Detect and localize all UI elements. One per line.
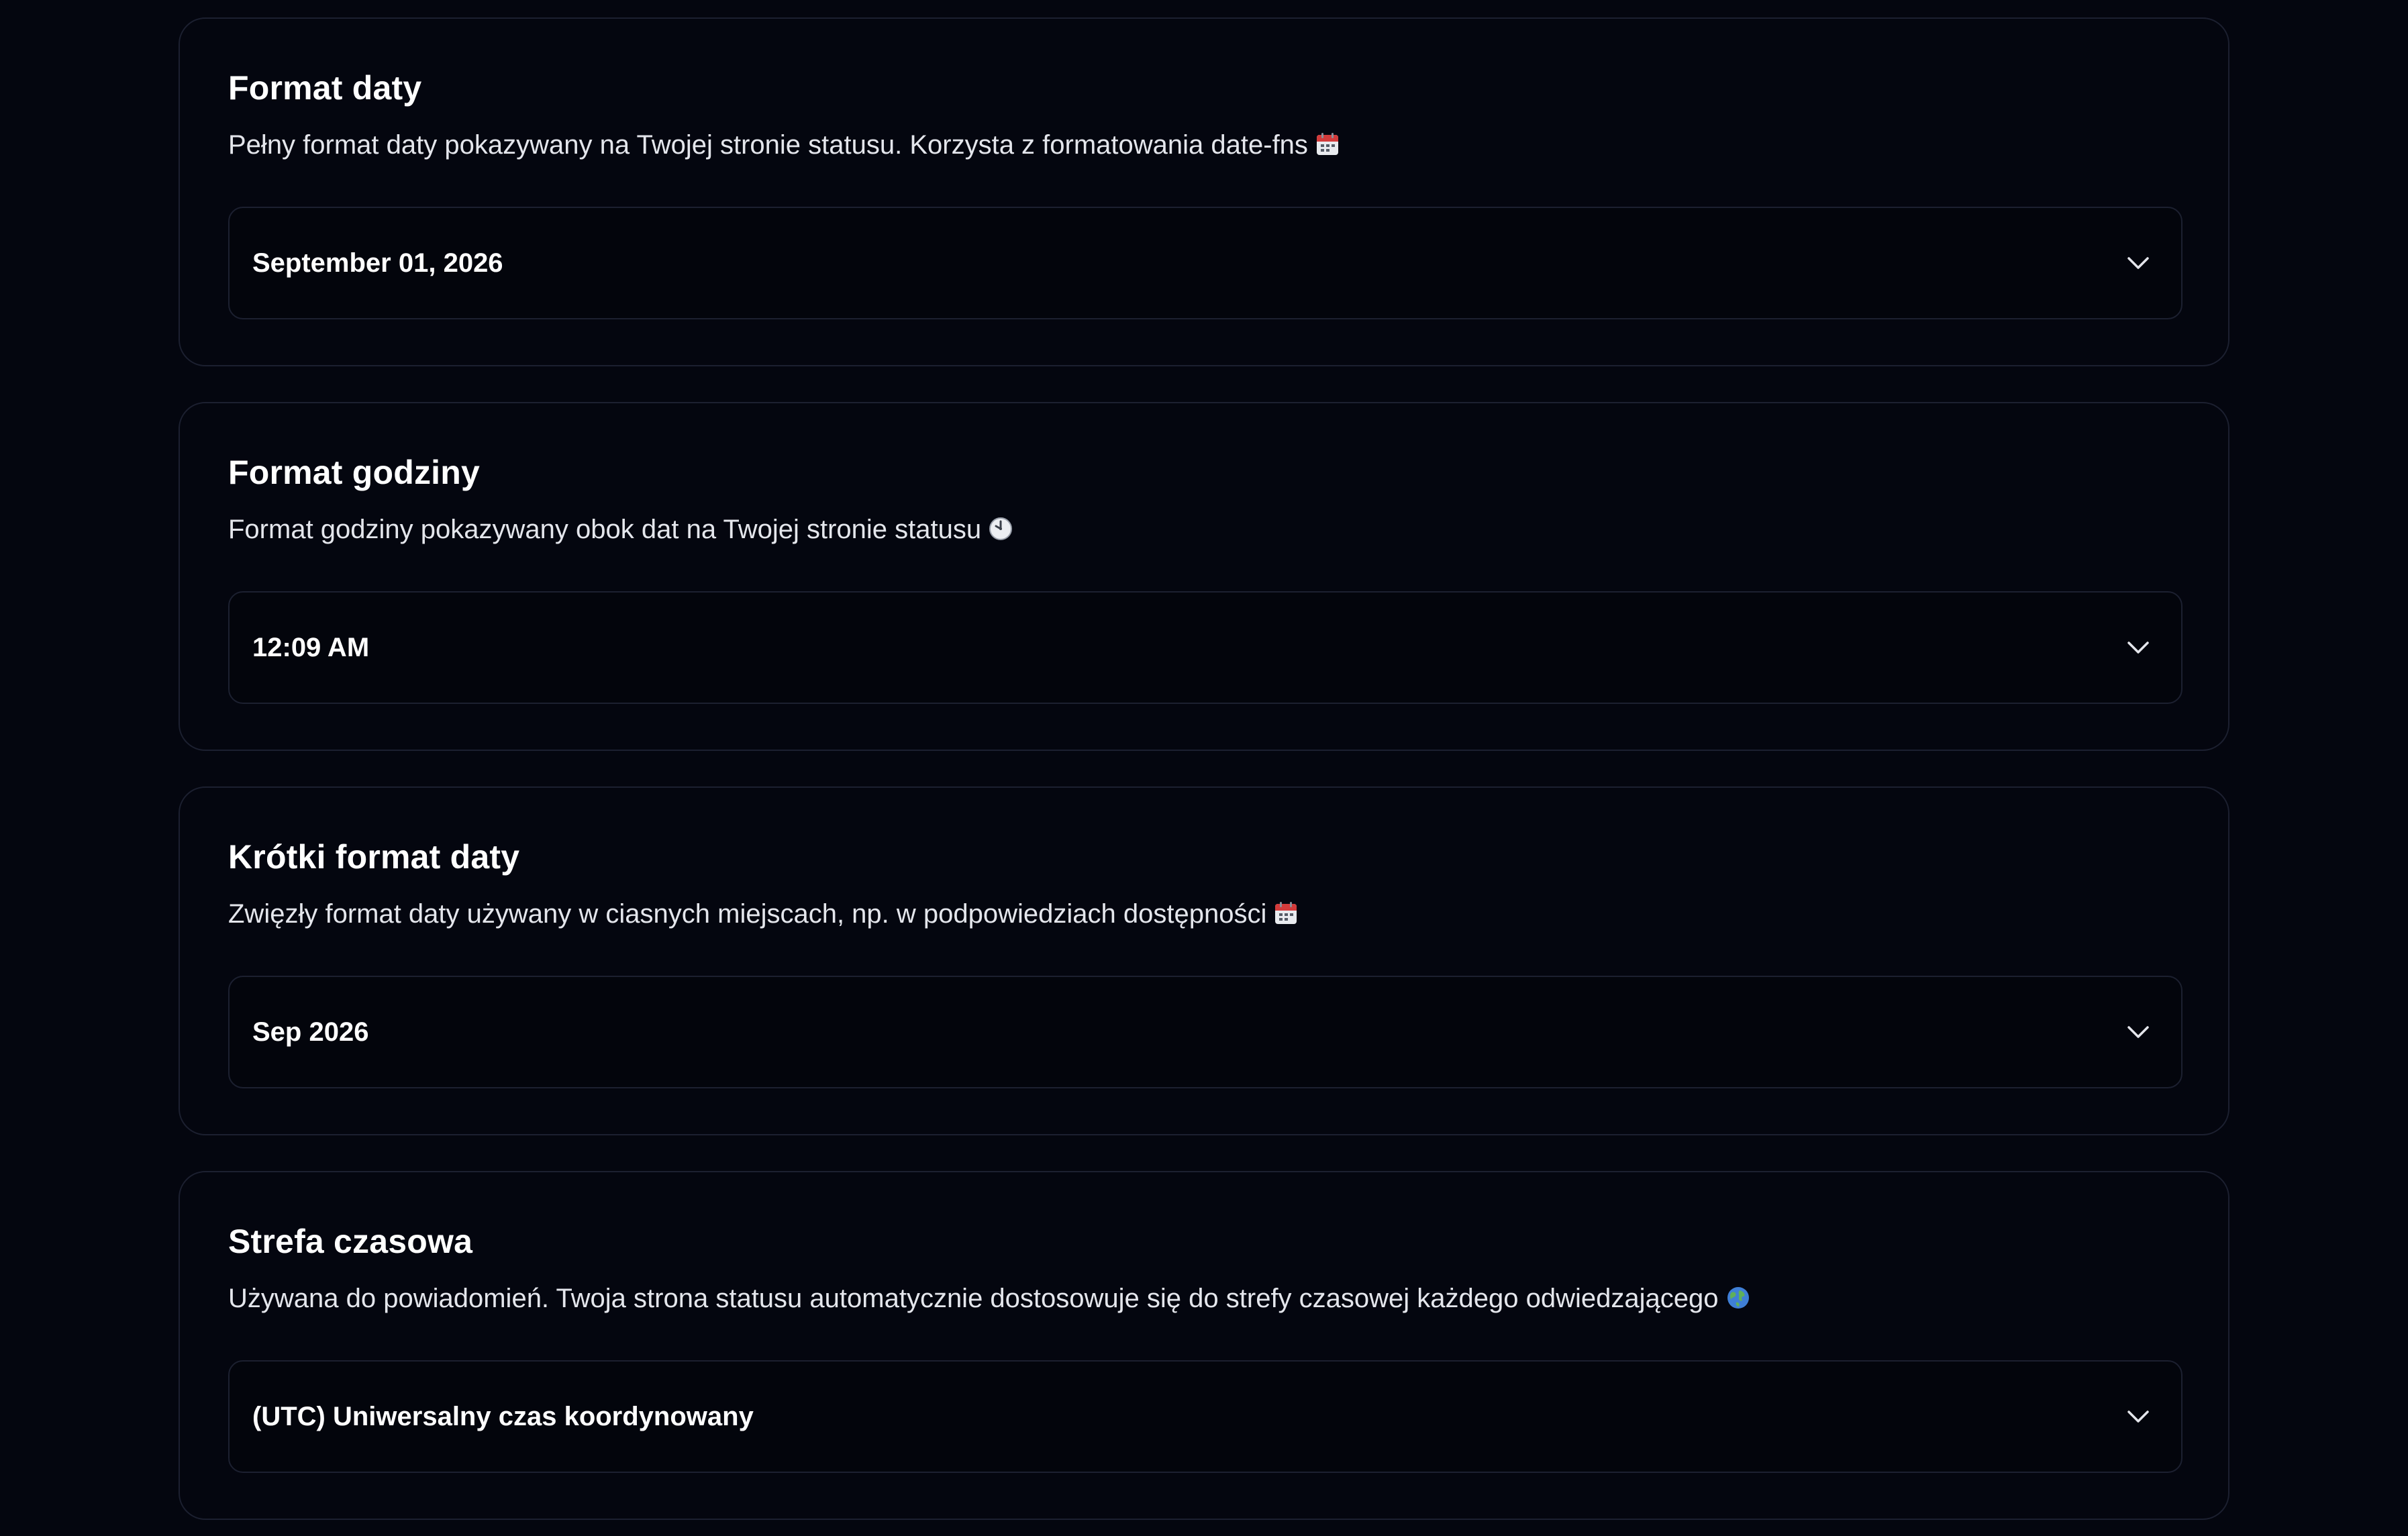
timezone-description	[228, 1284, 1751, 1314]
date-format-card	[179, 17, 2229, 366]
short-date-format-title: Krótki format daty	[228, 838, 520, 876]
date-format-title: Format daty	[228, 69, 422, 107]
timezone-title: Strefa czasowa	[228, 1223, 473, 1260]
timezone-select[interactable]	[228, 1360, 2183, 1473]
calendar-icon	[1273, 901, 1299, 926]
time-format-select[interactable]	[228, 591, 2183, 704]
timezone-description-text: Używana do powiadomień. Twoja strona statusu automatycznie dostosowuje się do strefy czasowej każdego odwiedzającego	[228, 1284, 1719, 1313]
short-date-format-card	[179, 786, 2229, 1135]
short-date-format-selected-value: Sep 2026	[252, 1017, 369, 1047]
clock-icon	[988, 516, 1013, 542]
chevron-down-icon	[2125, 1403, 2152, 1430]
time-format-title: Format godziny	[228, 454, 481, 491]
date-format-description	[228, 130, 1340, 160]
time-format-selected-value: 12:09 AM	[252, 633, 370, 662]
short-date-format-description-text: Zwięzły format daty używany w ciasnych miejscach, np. w podpowiedziach dostępności	[228, 899, 1267, 929]
short-date-format-select[interactable]	[228, 976, 2183, 1088]
globe-icon	[1725, 1285, 1751, 1311]
timezone-selected-value: (UTC) Uniwersalny czas koordynowany	[252, 1402, 754, 1431]
time-format-description-text: Format godziny pokazywany obok dat na Twojej stronie statusu	[228, 515, 982, 544]
chevron-down-icon	[2125, 1019, 2152, 1045]
short-date-format-description	[228, 899, 1299, 929]
timezone-card	[179, 1171, 2229, 1520]
date-format-description-text: Pełny format daty pokazywany na Twojej stronie statusu. Korzysta z formatowania date-fns	[228, 130, 1308, 160]
calendar-icon	[1315, 132, 1340, 157]
time-format-card	[179, 402, 2229, 751]
date-format-select[interactable]	[228, 207, 2183, 319]
chevron-down-icon	[2125, 634, 2152, 661]
time-format-description	[228, 515, 1013, 545]
date-format-selected-value: September 01, 2026	[252, 248, 503, 278]
chevron-down-icon	[2125, 250, 2152, 276]
